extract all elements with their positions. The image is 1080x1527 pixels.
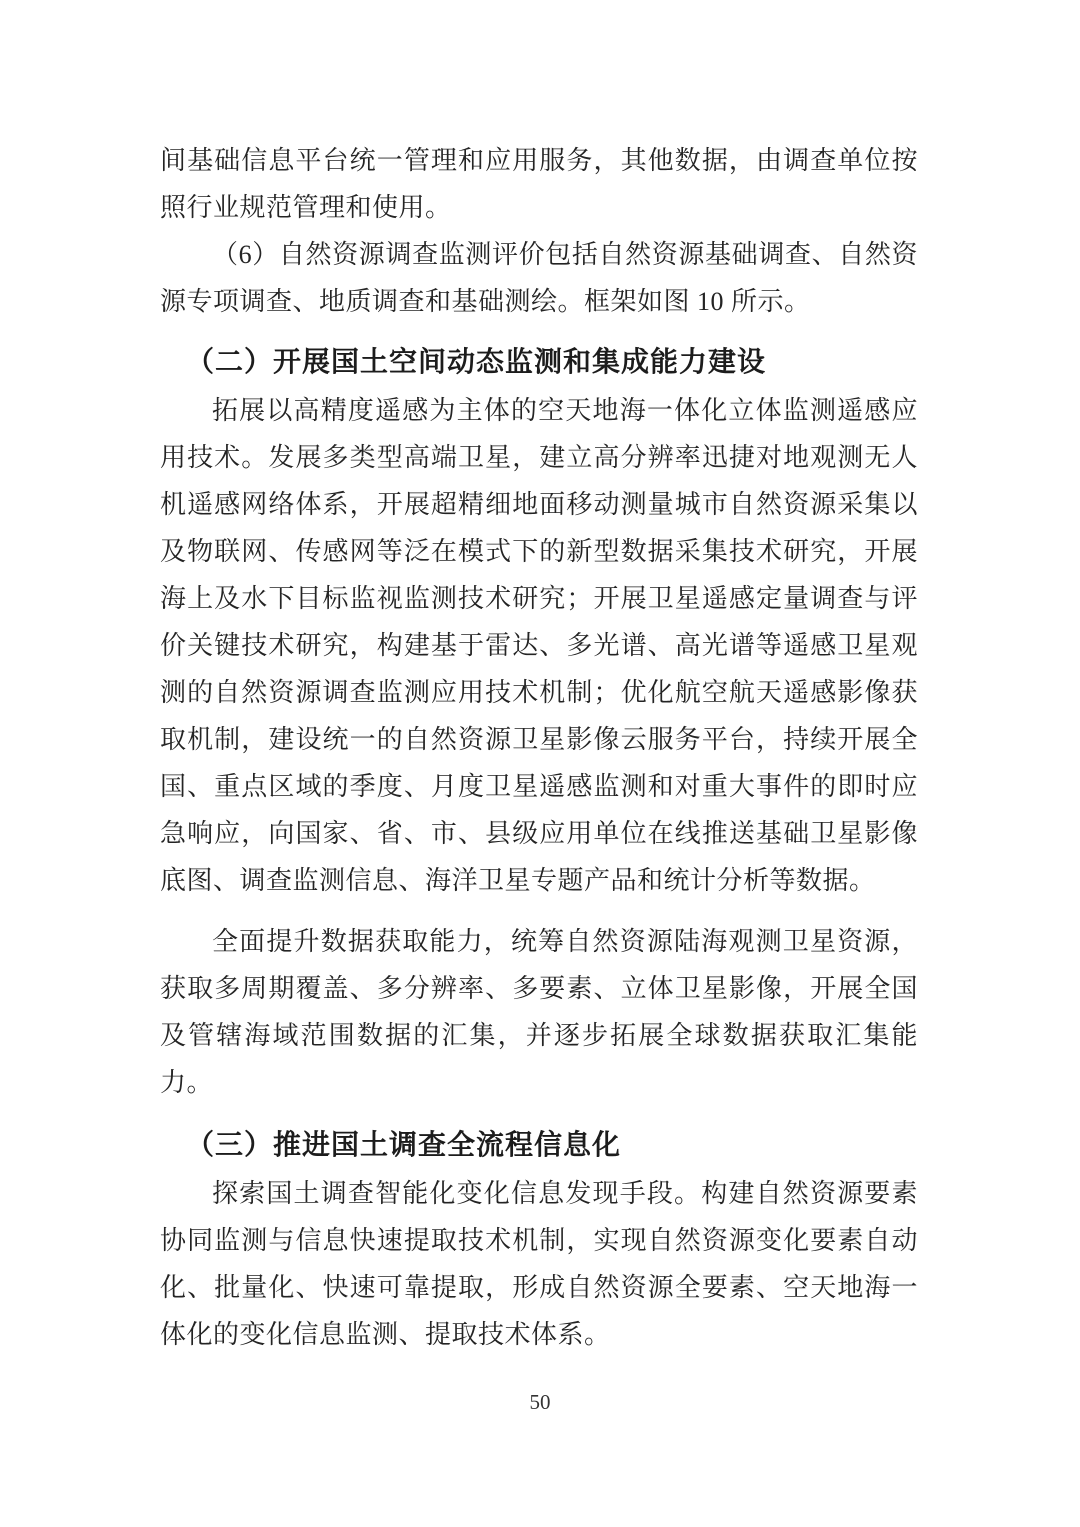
section-heading-2: （二）开展国土空间动态监测和集成能力建设 xyxy=(186,346,767,377)
page-number: 50 xyxy=(529,1390,551,1414)
paragraph-item-6: （6）自然资源调查监测评价包括自然资源基础调查、自然资源专项调查、地质调查和基础测绘。框架如图 10 所示。 xyxy=(160,240,918,316)
document-content xyxy=(160,137,918,1358)
page-footer xyxy=(0,1390,1080,1415)
section-3-paragraph-1: 探索国土调查智能化变化信息发现手段。构建自然资源要素协同监测与信息快速提取技术机制，实现自然资源变化要素自动化、批量化、快速可靠提取，形成自然资源全要素、空天地海一体化的变化信息监测、提取技术体系。 xyxy=(160,1179,918,1349)
section-heading-3: （三）推进国土调查全流程信息化 xyxy=(186,1129,622,1160)
paragraph-continuation: 间基础信息平台统一管理和应用服务，其他数据，由调查单位按照行业规范管理和使用。 xyxy=(160,146,918,222)
section-2-paragraph-2: 全面提升数据获取能力，统筹自然资源陆海观测卫星资源，获取多周期覆盖、多分辨率、多要素、立体卫星影像，开展全国及管辖海域范围数据的汇集，并逐步拓展全球数据获取汇集能力。 xyxy=(160,927,918,1097)
section-2-paragraph-1: 拓展以高精度遥感为主体的空天地海一体化立体监测遥感应用技术。发展多类型高端卫星，建立高分辨率迅捷对地观测无人机遥感网络体系，开展超精细地面移动测量城市自然资源采集以及物联网、传感网等泛在模式下的新型数据采集技术研究，开展海上及水下目标监视监测技术研究；开展卫星遥感定量调查与评价关键技术研究，构建基于雷达、多光谱、高光谱等遥感卫星观测的自然资源调查监测应用技术机制；优化航空航天遥感影像获取机制，建设统一的自然资源卫星影像云服务平台，持续开展全国、重点区域的季度、月度卫星遥感监测和对重大事件的即时应急响应，向国家、省、市、县级应用单位在线推送基础卫星影像底图、调查监测信息、海洋卫星专题产品和统计分析等数据。 xyxy=(160,396,918,895)
